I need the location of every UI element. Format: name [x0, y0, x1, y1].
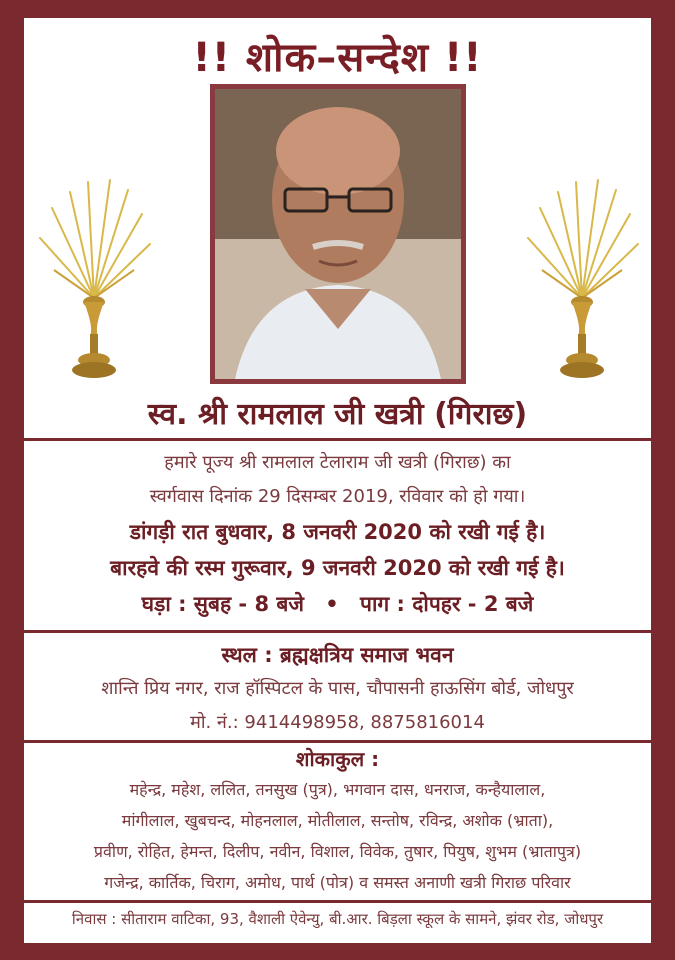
- venue-heading: स्थल : ब्रह्मक्षत्रिय समाज भवन: [221, 643, 454, 667]
- divider: [24, 900, 651, 903]
- paag-time: पाग : दोपहर - 2 बजे: [360, 592, 534, 616]
- message-line: डांगड़ी रात बुधवार, 8 जनवरी 2020 को रखी गई है।: [129, 520, 546, 544]
- message-line: हमारे पूज्य श्री रामलाल टेलाराम जी खत्री (गिराछ) का: [164, 452, 511, 473]
- ghada-time: घड़ा : सुबह - 8 बजे: [141, 592, 304, 616]
- mourners-line: प्रवीण, रोहित, हेमन्त, दिलीप, नवीन, विशाल, विवेक, तुषार, पियुष, शुभम (भ्रातापुत्र): [93, 842, 582, 861]
- announcement: [24, 446, 651, 622]
- divider: [24, 630, 651, 633]
- divider: [24, 740, 651, 743]
- divider: [24, 438, 651, 441]
- venue-section: [24, 638, 651, 740]
- venue-address: शान्ति प्रिय नगर, राज हॉस्पिटल के पास, चौपासनी हाऊसिंग बोर्ड, जोधपुर: [101, 678, 574, 699]
- ceremony-timing: [24, 586, 651, 622]
- mourners-line: महेन्द्र, महेश, ललित, तनसुख (पुत्र), भगवान दास, धनराज, कन्हैयालाल,: [129, 780, 546, 799]
- incense-stand-icon: [520, 178, 644, 388]
- bullet-separator: •: [325, 592, 339, 616]
- page-title: !! शोक–सन्देश !!: [192, 35, 483, 81]
- incense-stand-icon: [32, 178, 156, 388]
- mourners-section: [24, 744, 651, 898]
- portrait-photo: [215, 89, 461, 379]
- mourners-heading: शोकाकुल :: [295, 747, 380, 771]
- portrait-illustration: [215, 89, 461, 379]
- residence-section: [24, 904, 651, 934]
- residence-address: निवास : सीताराम वाटिका, 93, वैशाली ऐवेन्यु, बी.आर. बिड़ला स्कूल के सामने, झंवर रोड, जोधपुर: [71, 910, 604, 928]
- contact-phone: मो. नं.: 9414498958, 8875816014: [190, 712, 485, 733]
- message-line: स्वर्गवास दिनांक 29 दिसम्बर 2019, रविवार को हो गया।: [149, 486, 526, 507]
- portrait-frame: [210, 84, 466, 384]
- mourners-line: गजेन्द्र, कार्तिक, चिराग, अमोध, पार्थ (पोत्र) व समस्त अनाणी खत्री गिराछ परिवार: [104, 873, 571, 892]
- message-line: बारहवे की रस्म गुरूवार, 9 जनवरी 2020 को रखी गई है।: [110, 556, 565, 580]
- mourners-line: मांगीलाल, खुबचन्द, मोहनलाल, मोतीलाल, सन्तोष, रविन्द्र, अशोक (भ्राता),: [121, 811, 554, 830]
- condolence-card: [24, 18, 651, 943]
- deceased-name: स्व. श्री रामलाल जी खत्री (गिराछ): [147, 397, 528, 432]
